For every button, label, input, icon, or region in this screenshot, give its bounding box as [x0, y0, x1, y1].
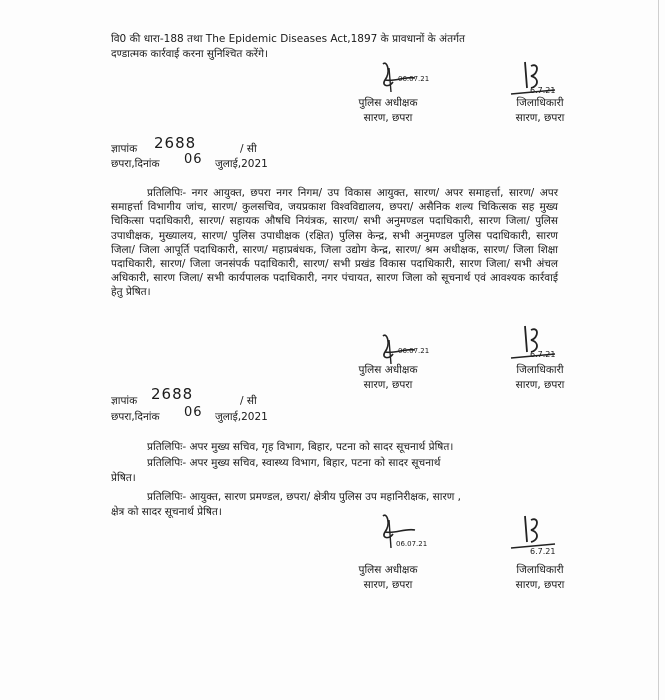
dm-title: जिलाधिकारी — [516, 97, 564, 109]
sp-title: पुलिस अधीक्षक — [358, 97, 418, 109]
dm-title-2: जिलाधिकारी — [516, 364, 564, 376]
sp-title-block — [338, 96, 438, 126]
memo2-suffix: / सी — [240, 395, 257, 407]
dm-signature-2-date: 6.7.21 — [530, 350, 556, 359]
dm-place-3: सारण, छपरा — [515, 579, 565, 591]
sp-place-2: सारण, छपरा — [363, 379, 413, 391]
sp-signature-2-date: 06.07.21 — [398, 347, 430, 355]
memo2-copy-2-line1: प्रतिलिपिः- अपर मुख्य सचिव, स्वास्थ्य विभाग, बिहार, पटना को सादर सूचनार्थ — [147, 457, 441, 469]
sp-signature-3-date: 06.07.21 — [396, 540, 428, 548]
memo2-month-year: जुलाई,2021 — [215, 411, 268, 423]
dm-title-block — [490, 96, 590, 126]
memo2-label: ज्ञापांक — [111, 395, 138, 407]
top-line-2: दण्डात्मक कार्रवाई करना सुनिश्चित करेंगे। — [111, 48, 268, 60]
memo1-day: 06 — [184, 152, 203, 167]
dm-place: सारण, छपरा — [515, 112, 565, 124]
sp-title-3: पुलिस अधीक्षक — [358, 564, 418, 576]
memo1-number: 2688 — [154, 134, 197, 152]
dm-signature-date: 6.7.21 — [530, 86, 556, 95]
memo1-month-year: जुलाई,2021 — [215, 158, 268, 170]
memo2-copy-3-line1: प्रतिलिपिः- आयुक्त, सारण प्रमण्डल, छपरा/ क्षेत्रीय पुलिस उप महानिरीक्षक, सारण , — [147, 491, 462, 503]
page-edge — [658, 0, 659, 700]
memo2-number: 2688 — [151, 385, 194, 403]
dm-place-2: सारण, छपरा — [515, 379, 565, 391]
memo1-date-label: छपरा,दिनांक — [111, 158, 160, 170]
sp-title-block-2 — [338, 363, 438, 393]
memo2-copy-1: प्रतिलिपिः- अपर मुख्य सचिव, गृह विभाग, बिहार, पटना को सादर सूचनार्थ प्रेषित। — [147, 441, 454, 453]
memo1-copy-text: प्रतिलिपिः- नगर आयुक्त, छपरा नगर निगम/ उप विकास आयुक्त, सारण/ अपर समाहर्त्ता, सारण/ अपर समाहर्त्ता विभागीय जांच, सारण/ कुलसचिव, जयप्रकाश विश्वविद्यालय, छपरा/ असैनिक शल्य चिकित्सक सह मुख्य चिकित्सा पदाधिकारी, सारण/ सहायक औषधि नियंत्रक, सारण/ सभी अनुमण्डल पदाधिकारी, सारण जिला/ पुलिस उपाधीक्षक, मुख्यालय, सारण/ पुलिस उपाधीक्षक (रक्षित) पुलिस केन्द्र, सभी अनुमण्डल पुलिस पदाधिकारी, सारण जिला/ जिला आपूर्ति पदाधिकारी, सारण/ महाप्रबंधक, जिला उद्योग केन्द्र, सारण/ श्रम अधीक्षक, सारण/ जिला शिक्षा पदाधिकारी, सारण/ जिला जनसंपर्क पदाधिकारी, सारण/ सभी प्रखंड विकास पदाधिकारी, सारण जिला/ सभी अंचल अधिकारी, सारण जिला/ सभी कार्यपालक पदाधिकारी, नगर पंचायत, सारण जिला को सूचनार्थ एवं आवश्यक कार्रवाई हेतु प्रेषित। — [111, 187, 558, 299]
sp-title-block-3 — [338, 563, 438, 593]
sp-place-3: सारण, छपरा — [363, 579, 413, 591]
memo2-copy-2-line2: प्रेषित। — [111, 472, 136, 484]
dm-title-block-2 — [490, 363, 590, 393]
memo1-suffix: / सी — [240, 143, 257, 155]
memo2-date-label: छपरा,दिनांक — [111, 411, 160, 423]
memo2-copy-3-line2: क्षेत्र को सादर सूचनार्थ प्रेषित। — [111, 506, 222, 518]
memo1-label: ज्ञापांक — [111, 143, 138, 155]
memo2-day: 06 — [184, 405, 203, 420]
top-line-1: वि0 की धारा-188 तथा The Epidemic Diseases Act,1897 के प्रावधानों के अंतर्गत — [111, 33, 465, 45]
sp-title-2: पुलिस अधीक्षक — [358, 364, 418, 376]
sp-place: सारण, छपरा — [363, 112, 413, 124]
sp-signature-date: 06.07.21 — [398, 75, 430, 83]
dm-title-block-3 — [490, 563, 590, 593]
dm-signature-3-date: 6.7.21 — [530, 547, 556, 556]
dm-title-3: जिलाधिकारी — [516, 564, 564, 576]
